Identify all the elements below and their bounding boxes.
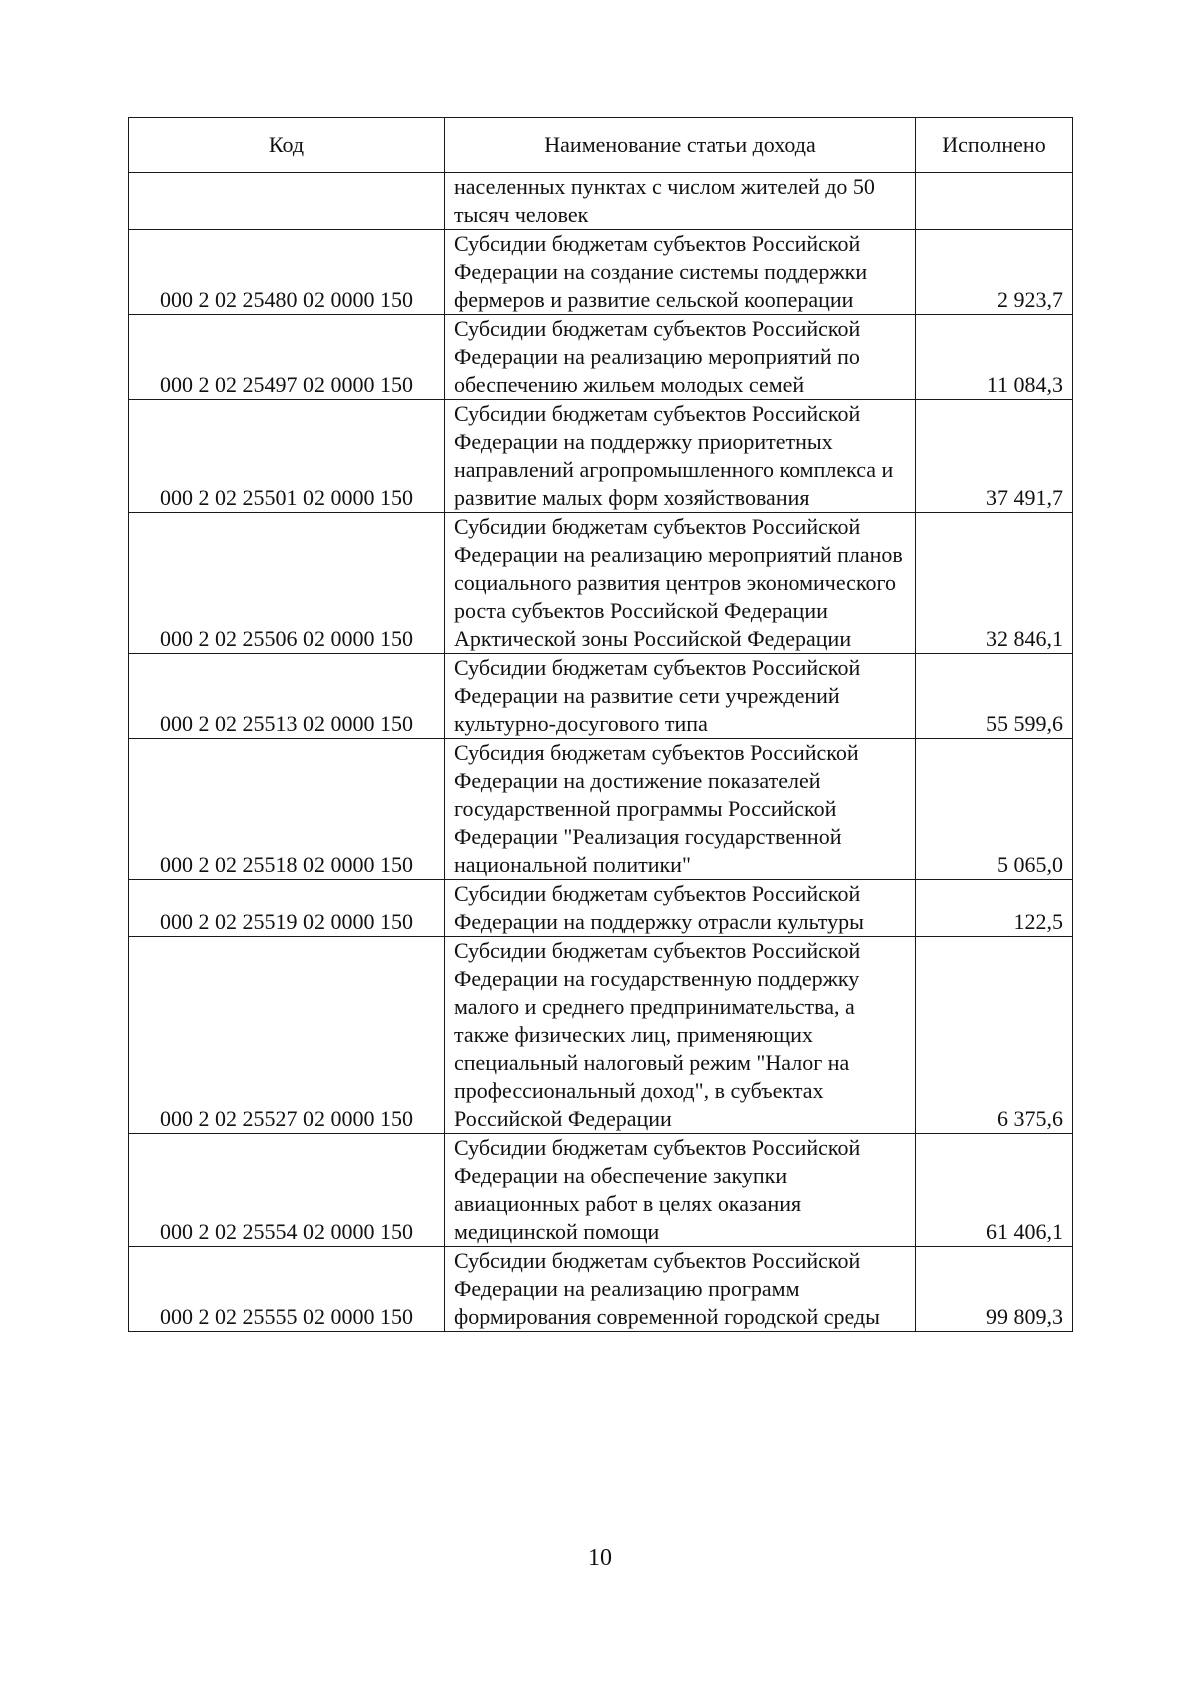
row-name: Субсидии бюджетам субъектов Российской Федерации на реализацию мероприятий по обеспечению жильем молодых семей — [445, 315, 916, 400]
row-code: 000 2 02 25497 02 0000 150 — [129, 315, 445, 400]
row-value: 37 491,7 — [916, 400, 1073, 513]
row-name: Субсидии бюджетам субъектов Российской Федерации на поддержку приоритетных направлений агропромышленного комплекса и развитие малых форм хозяйствования — [445, 400, 916, 513]
row-name: Субсидии бюджетам субъектов Российской Федерации на поддержку отрасли культуры — [445, 880, 916, 937]
row-value: 61 406,1 — [916, 1134, 1073, 1247]
table-row — [129, 230, 1073, 315]
row-value: 6 375,6 — [916, 937, 1073, 1134]
row-code: 000 2 02 25506 02 0000 150 — [129, 513, 445, 654]
table-row — [129, 400, 1073, 513]
page-number: 10 — [588, 1545, 612, 1571]
row-name: Субсидия бюджетам субъектов Российской Федерации на достижение показателей государственной программы Российской Федерации "Реализация государственной национальной политики" — [445, 739, 916, 880]
row-value — [916, 173, 1073, 230]
table-row — [129, 1247, 1073, 1332]
table-row — [129, 173, 1073, 230]
row-code — [129, 173, 445, 230]
row-value: 5 065,0 — [916, 739, 1073, 880]
revenue-table — [128, 117, 1073, 1332]
row-code: 000 2 02 25527 02 0000 150 — [129, 937, 445, 1134]
row-code: 000 2 02 25519 02 0000 150 — [129, 880, 445, 937]
table-row — [129, 937, 1073, 1134]
table-row — [129, 880, 1073, 937]
table-row — [129, 315, 1073, 400]
header-value: Исполнено — [916, 118, 1073, 173]
row-name: Субсидии бюджетам субъектов Российской Федерации на развитие сети учреждений культурно-досугового типа — [445, 654, 916, 739]
row-code: 000 2 02 25501 02 0000 150 — [129, 400, 445, 513]
row-value: 2 923,7 — [916, 230, 1073, 315]
row-value: 99 809,3 — [916, 1247, 1073, 1332]
row-name: населенных пунктах с числом жителей до 50 тысяч человек — [445, 173, 916, 230]
row-code: 000 2 02 25480 02 0000 150 — [129, 230, 445, 315]
row-code: 000 2 02 25555 02 0000 150 — [129, 1247, 445, 1332]
table-row — [129, 739, 1073, 880]
header-code: Код — [129, 118, 445, 173]
table-row — [129, 513, 1073, 654]
row-name: Субсидии бюджетам субъектов Российской Федерации на создание системы поддержки фермеров и развитие сельской кооперации — [445, 230, 916, 315]
row-name: Субсидии бюджетам субъектов Российской Федерации на реализацию программ формирования современной городской среды — [445, 1247, 916, 1332]
table-row — [129, 1134, 1073, 1247]
row-name: Субсидии бюджетам субъектов Российской Федерации на обеспечение закупки авиационных работ в целях оказания медицинской помощи — [445, 1134, 916, 1247]
row-value: 55 599,6 — [916, 654, 1073, 739]
row-code: 000 2 02 25554 02 0000 150 — [129, 1134, 445, 1247]
row-code: 000 2 02 25513 02 0000 150 — [129, 654, 445, 739]
row-name: Субсидии бюджетам субъектов Российской Федерации на реализацию мероприятий планов социального развития центров экономического роста субъектов Российской Федерации Арктической зоны Российской Федерации — [445, 513, 916, 654]
header-name: Наименование статьи дохода — [445, 118, 916, 173]
row-name: Субсидии бюджетам субъектов Российской Федерации на государственную поддержку малого и среднего предпринимательства, а также физических лиц, применяющих специальный налоговый режим "Налог на профессиональный доход", в субъектах Российской Федерации — [445, 937, 916, 1134]
table-row — [129, 654, 1073, 739]
row-value: 32 846,1 — [916, 513, 1073, 654]
table-header-row — [129, 118, 1073, 173]
row-value: 122,5 — [916, 880, 1073, 937]
row-code: 000 2 02 25518 02 0000 150 — [129, 739, 445, 880]
row-value: 11 084,3 — [916, 315, 1073, 400]
